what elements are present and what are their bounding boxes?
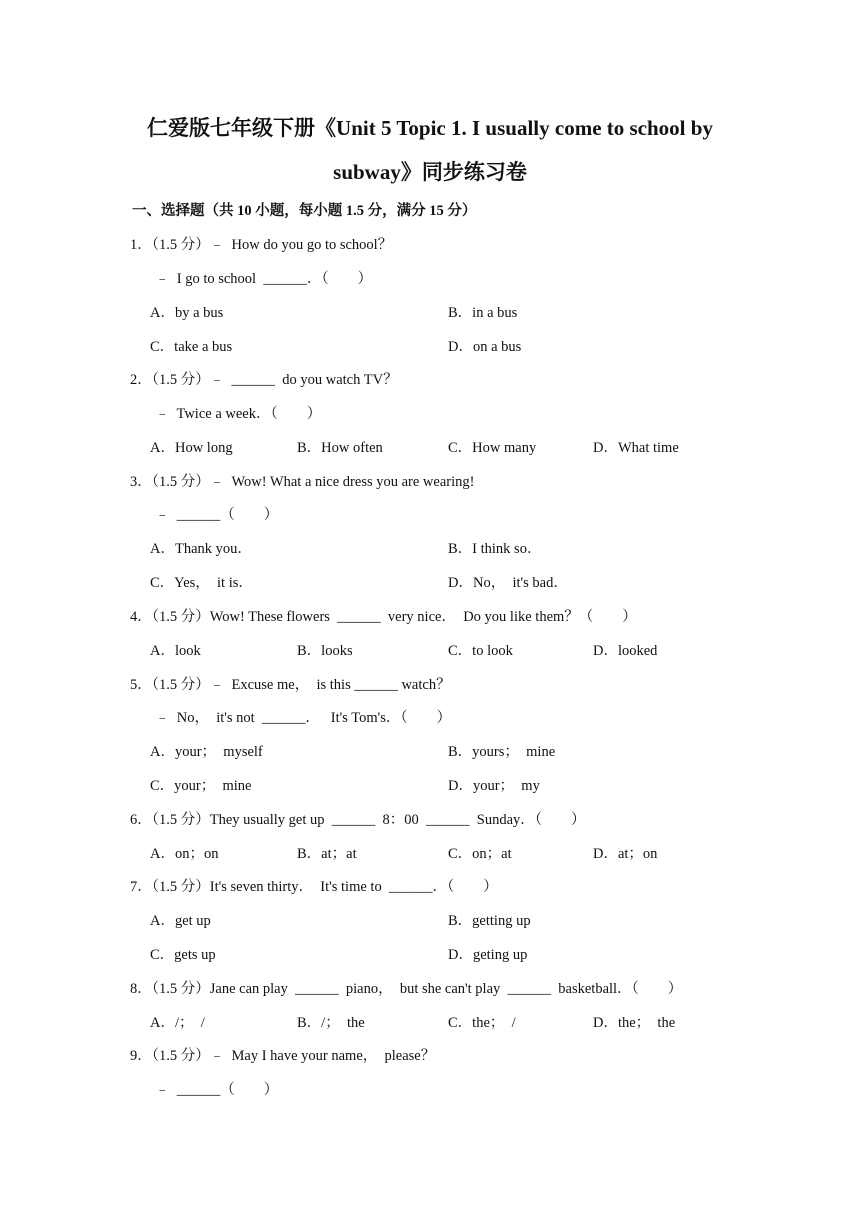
question-6-option-b[interactable]: B．at；at <box>297 846 357 862</box>
question-1-stem: 1．（1.5 分）﹣ How do you go to school？ <box>130 237 393 253</box>
question-5-option-b[interactable]: B．yours； mine <box>448 744 556 760</box>
question-1-option-d[interactable]: D．on a bus <box>448 339 522 355</box>
question-6-option-c[interactable]: C．on；at <box>448 846 512 862</box>
question-3-stem: 3．（1.5 分）﹣ Wow! What a nice dress you are wearing! <box>130 474 475 490</box>
question-2-stem: 2．（1.5 分）﹣ ______ do you watch TV？ <box>130 372 398 388</box>
section-heading: 一、选择题（共 10 小题，每小题 1.5 分，满分 15 分） <box>132 203 477 219</box>
question-8-option-d[interactable]: D．the； the <box>593 1015 676 1031</box>
question-5-option-c[interactable]: C．your； mine <box>150 778 252 794</box>
question-7-option-a[interactable]: A．get up <box>150 913 211 929</box>
question-4-option-d[interactable]: D．looked <box>593 643 658 659</box>
question-8-option-a[interactable]: A．/； / <box>150 1015 205 1031</box>
question-3-sub: ﹣ ______（ ） <box>155 507 279 523</box>
question-9-sub: ﹣ ______（ ） <box>155 1082 279 1098</box>
question-6-option-a[interactable]: A．on；on <box>150 846 219 862</box>
question-1-option-a[interactable]: A．by a bus <box>150 305 224 321</box>
question-2-option-d[interactable]: D．What time <box>593 440 679 456</box>
question-1-option-b[interactable]: B．in a bus <box>448 305 518 321</box>
question-3-option-a[interactable]: A．Thank you． <box>150 541 252 557</box>
question-4-option-a[interactable]: A．look <box>150 643 201 659</box>
question-3-option-d[interactable]: D．No， it's bad． <box>448 575 568 591</box>
question-2-option-b[interactable]: B．How often <box>297 440 383 456</box>
question-8-option-b[interactable]: B．/； the <box>297 1015 365 1031</box>
question-4-option-c[interactable]: C．to look <box>448 643 513 659</box>
question-5-option-d[interactable]: D．your； my <box>448 778 540 794</box>
question-3-option-c[interactable]: C．Yes， it is． <box>150 575 253 591</box>
question-4-option-b[interactable]: B．looks <box>297 643 353 659</box>
question-9-stem: 9．（1.5 分）﹣ May I have your name， please？ <box>130 1048 436 1064</box>
title-line-2: subway》同步练习卷 <box>333 160 527 184</box>
question-7-option-d[interactable]: D．geting up <box>448 947 528 963</box>
question-8-option-c[interactable]: C．the； / <box>448 1015 516 1031</box>
question-2-sub: ﹣ Twice a week．（ ） <box>155 406 322 422</box>
question-3-option-b[interactable]: B．I think so． <box>448 541 542 557</box>
question-4-stem: 4．（1.5 分）Wow! These flowers ______ very nice． Do you like them？（ ） <box>130 609 637 625</box>
question-2-option-a[interactable]: A．How long <box>150 440 233 456</box>
question-7-option-c[interactable]: C．gets up <box>150 947 216 963</box>
question-6-option-d[interactable]: D．at；on <box>593 846 658 862</box>
question-2-option-c[interactable]: C．How many <box>448 440 537 456</box>
question-5-option-a[interactable]: A．your； myself <box>150 744 263 760</box>
question-8-stem: 8．（1.5 分）Jane can play ______ piano， but she can't play ______ basketball．（ ） <box>130 981 683 997</box>
question-1-sub: ﹣ I go to school ______．（ ） <box>155 271 373 287</box>
question-5-stem: 5．（1.5 分）﹣ Excuse me， is this ______ watch？ <box>130 677 451 693</box>
question-7-option-b[interactable]: B．getting up <box>448 913 531 929</box>
question-6-stem: 6．（1.5 分）They usually get up ______ 8：00 ______ Sunday．（ ） <box>130 812 586 828</box>
question-1-option-c[interactable]: C．take a bus <box>150 339 233 355</box>
question-5-sub: ﹣ No， it's not ______． It's Tom's．（ ） <box>155 710 452 726</box>
question-7-stem: 7．（1.5 分）It's seven thirty． It's time to ______．（ ） <box>130 879 498 895</box>
title-line-1: 仁爱版七年级下册《Unit 5 Topic 1. I usually come to school by <box>147 116 713 140</box>
